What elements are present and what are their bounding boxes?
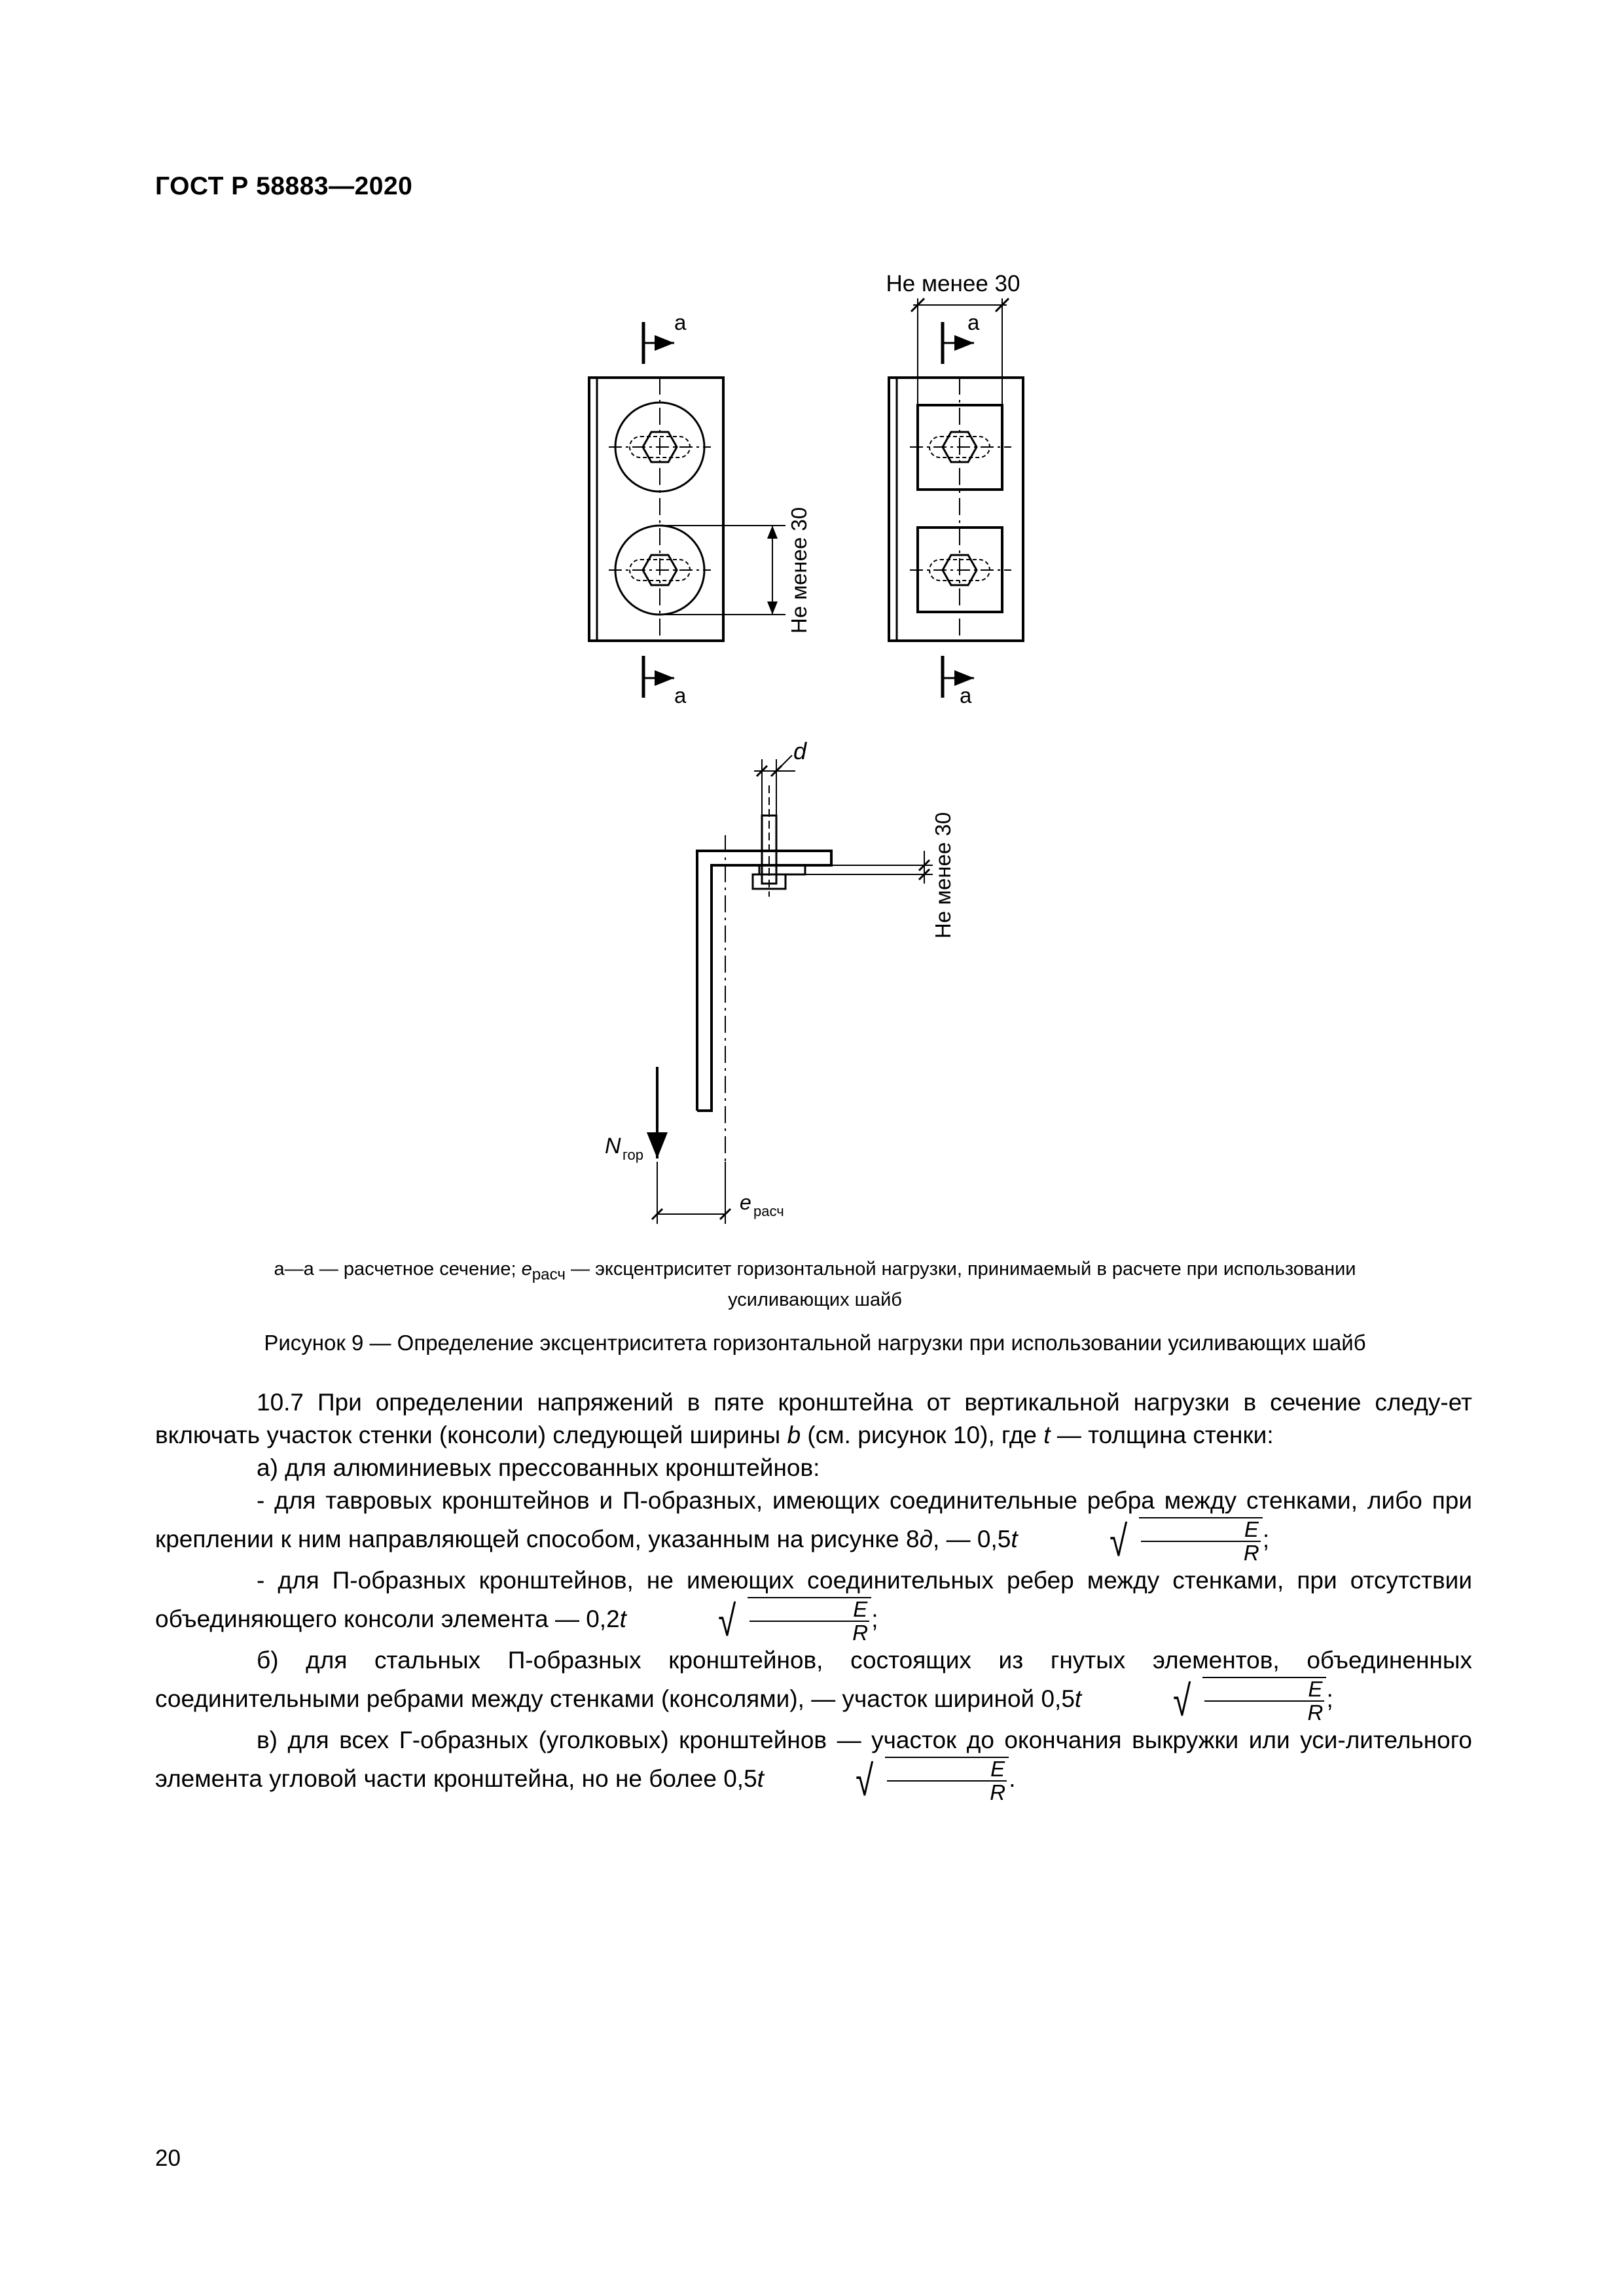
document-header: ГОСТ Р 58883—2020 <box>155 172 413 200</box>
bracket-section <box>652 755 933 1224</box>
section-label-left-bottom: a <box>674 683 687 708</box>
item-a: а) для алюминиевых прессованных кронштейнов: <box>257 1454 820 1481</box>
dim-label-lower: Не менее 30 <box>931 812 955 939</box>
item-a-1: - для тавровых кронштейнов и П-образных, имеющих соединительные ребра между стенками, либо при креплении к ним направляющей способом, указанным на рисунке 8д, — 0,5t √ $\frac{E}{R}$ ; <box>155 1487 1472 1565</box>
body-text <box>155 1386 1472 1804</box>
section-label-right-bottom: a <box>960 683 972 708</box>
dim-label-side: Не менее 30 <box>787 507 811 634</box>
sqrt-formula: √ $\frac{E}{R}$ <box>1018 1517 1263 1564</box>
ecc-label-sub: расч <box>753 1203 784 1219</box>
dim-label-top: Не менее 30 <box>886 271 1020 296</box>
figure-caption: Рисунок 9 — Определение эксцентриситета горизонтальной нагрузки при использовании усиливающих шайб <box>264 1331 1366 1355</box>
figure-legend: а—а — расчетное сечение; $e_{расч}$ — эксцентриситет горизонтальной нагрузки, принимаемый в расчете при использовании усиливающих шайб <box>274 1259 1356 1310</box>
plate-round-washers <box>589 322 785 698</box>
paragraph-10-7: 10.7 При определении напряжений в пяте кронштейна от вертикальной нагрузки в сечение следу-ет включать участок стенки (консоли) следующей ширины b (см. рисунок 10), где t — толщина стенки: <box>155 1389 1472 1448</box>
item-a-2: - для П-образных кронштейнов, не имеющих соединительных ребер между стенками, при отсутствии объединяющего консоли элемента — 0,2t √ $\frac{E}{R}$ ; <box>155 1567 1472 1645</box>
plate-square-washers <box>889 298 1023 698</box>
force-label: N <box>605 1134 621 1158</box>
section-label-right-top: a <box>967 310 980 334</box>
item-b: б) для стальных П-образных кронштейнов, состоящих из гнутых элементов, объединенных соединительными ребрами между стенками (консолями), — участок шириной 0,5t √ $\frac{E}{R}$ ; <box>155 1647 1472 1725</box>
sqrt-formula: √ $\frac{E}{R}$ <box>764 1757 1009 1804</box>
section-label-left-top: a <box>674 310 687 334</box>
ecc-label: e <box>740 1191 751 1214</box>
sqrt-formula: √ $\frac{E}{R}$ <box>1081 1677 1326 1724</box>
thickness-label: d <box>793 738 807 764</box>
item-c: в) для всех Г-образных (уголковых) кронштейнов — участок до окончания выкружки или уси-лительного элемента угловой части кронштейна, но не более 0,5t √ $\frac{E}{R}$ . <box>155 1727 1472 1804</box>
force-label-sub: гор <box>623 1147 644 1163</box>
page-number: 20 <box>155 2145 181 2171</box>
sqrt-formula: √ $\frac{E}{R}$ <box>626 1597 871 1644</box>
